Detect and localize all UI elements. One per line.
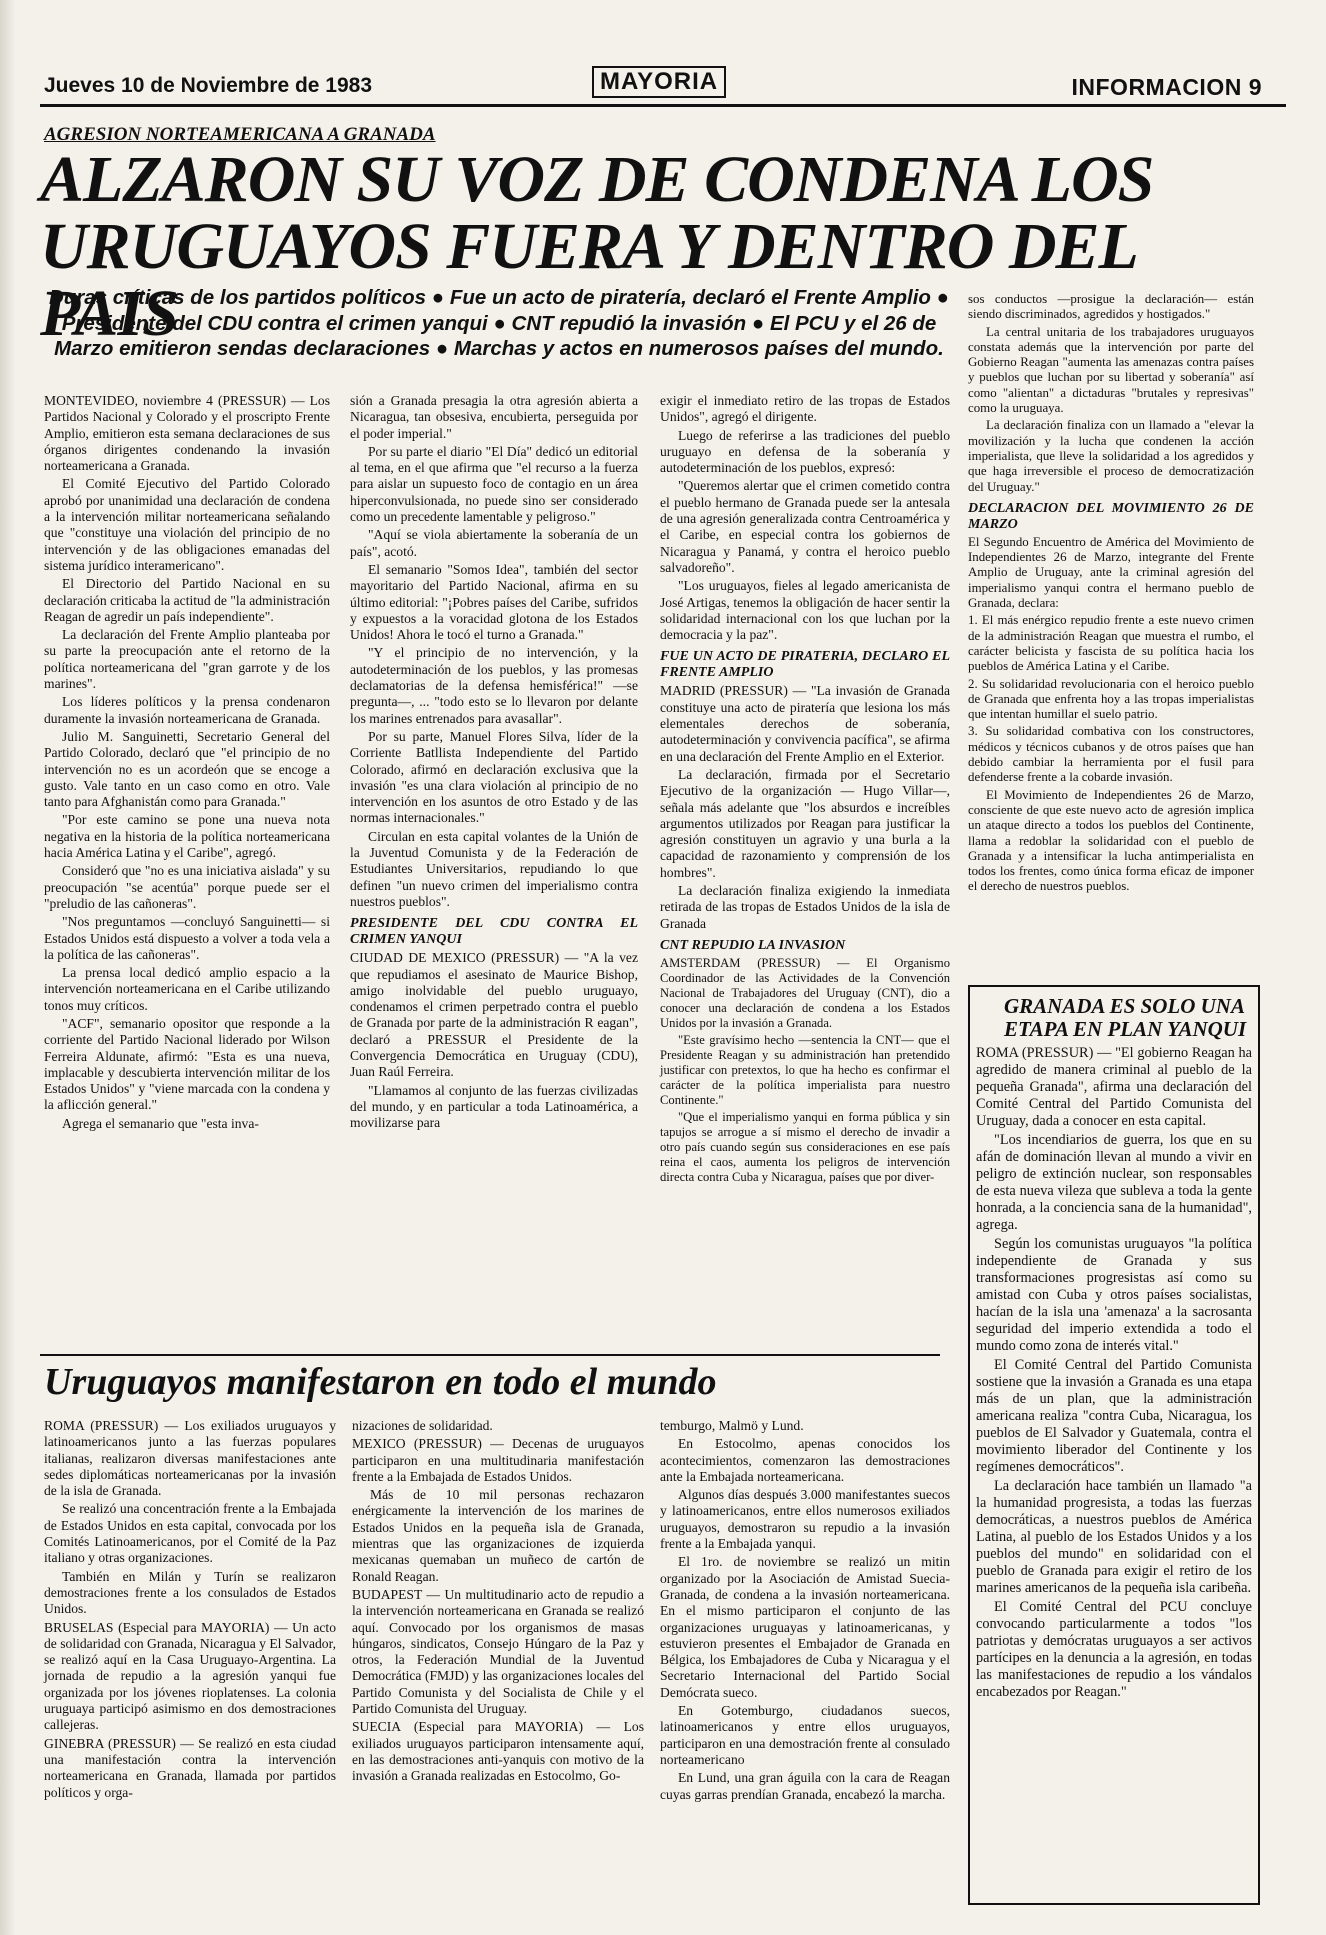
- paragraph: "Los incendiarios de guerra, los que en su afán de dominación llevan al mundo a vivir en peligro de extinción nuclear, son responsables de esta nueva vileza que subleva a toda la gente honrada, a la conciencia sana de la humanidad", agrega.: [976, 1132, 1252, 1233]
- page-fold-shadow: [0, 0, 16, 1935]
- paragraph: "Este gravísimo hecho —sentencia la CNT— que el Presidente Reagan y su administración han pretendido justificar con pretextos, lo que ha hecho es confirmar el carácter de la política imperialista para nuestro Continente.": [660, 1032, 950, 1107]
- paragraph: CIUDAD DE MEXICO (PRESSUR) — "A la vez que repudiamos el asesinato de Maurice Bishop, amigo inolvidable del pueblo uruguayo, condenamos el crimen perpetrado contra el pueblo de Granada por parte de la administración R eagan", declaró a PRESSUR el Presidente de la Convergencia Democrática en Uruguay (CDU), Juan Raúl Ferreira.: [350, 950, 638, 1080]
- paragraph: "Llamamos al conjunto de las fuerzas civilizadas del mundo, y en particular a toda Latinoamérica, a movilizarse para: [350, 1082, 638, 1131]
- paragraph: AMSTERDAM (PRESSUR) — El Organismo Coordinador de las Actividades de la Convención Nacional de Trabajadores del Uruguay (CNT), dio a conocer una declaración de condena a los Estados Unidos por la invasión a Granada.: [660, 955, 950, 1030]
- paragraph: Se realizó una concentración frente a la Embajada de Estados Unidos en esta capital, convocada por los Comités Latinoamericanos, por el Comité de la Paz italiano y otras organizaciones.: [44, 1501, 336, 1566]
- subheading: DECLARACION DEL MOVIMIENTO 26 DE MARZO: [968, 500, 1254, 532]
- paragraph: "Por este camino se pone una nueva nota negativa en la historia de la política norteamericana hacia América Latina y el Caribe", agregó.: [44, 812, 330, 861]
- paragraph: La declaración, firmada por el Secretario Ejecutivo de la organización — Hugo Villar—, señala más adelante que "los absurdos e increíbles argumentos utilizados por Reagan para justificar la agresión constituyen un agravio y una burla a la capacidad de razonamiento y comprensión de los hombres".: [660, 766, 950, 880]
- paragraph: Según los comunistas uruguayos "la política independiente de Granada y sus transformaciones progresistas así como su amistad con Cuba y otros países socialistas, hacían de la isla una 'amenaza' a la sacrosanta seguridad del imperio extendida a todo el mundo como zona de interés vital.": [976, 1236, 1252, 1354]
- article-column-3: [660, 393, 950, 1187]
- paragraph: MADRID (PRESSUR) — "La invasión de Granada constituye una acto de piratería que lesiona los más elementales derechos de soberanía, autodeterminación y convivencia pacífica", se afirma en una declaración del Frente Amplio en el Exterior.: [660, 683, 950, 764]
- main-headline: ALZARON SU VOZ DE CONDENA LOS URUGUAYOS FUERA Y DENTRO DEL PAIS: [40, 143, 1154, 350]
- paragraph: Consideró que "no es una iniciativa aislada" y su preocupación "se acentúa" porque puede ser el "preludio de las cañoneras".: [44, 863, 330, 911]
- masthead-section: INFORMACION 9: [1071, 74, 1262, 100]
- paragraph: Julio M. Sanguinetti, Secretario General del Partido Colorado, declaró que "el principio de no intervención no es un acordeón que se encoge a gusto. Vale tanto en un caso como en otro. Vale tanto para Afghanistán como para Granada.": [44, 728, 330, 810]
- paragraph: La prensa local dedicó amplio espacio a la intervención norteamericana en el Caribe utilizando tonos muy críticos.: [44, 965, 330, 1013]
- paragraph: El Segundo Encuentro de América del Movimiento de Independientes 26 de Marzo, integrante del Frente Amplio de Uruguay, ante la criminal agresión del imperialismo yanqui contra el hermano pueblo de Granada, declara:: [968, 534, 1254, 611]
- paragraph: "ACF", semanario opositor que responde a la corriente del Partido Nacional liderado por Wilson Ferreira Aldunate, afirmó: "Esta es una nueva, implacable y descubierta intervención militar de los Estados Unidos" y "viene marcada con la condena y la aflicción general.": [44, 1015, 330, 1113]
- paragraph: Agrega el semanario que "esta inva-: [62, 1115, 259, 1131]
- section-divider: [40, 1354, 940, 1356]
- paragraph: Más de 10 mil personas rechazaron enérgicamente la intervención de los marines de Estados Unidos en la pequeña isla de Granada, mientras que las organizaciones de izquierda mexicanas quemaban un muñeco de cartón de Ronald Reagan.: [352, 1487, 644, 1584]
- paragraph: sión a Granada presagia la otra agresión abierta a Nicaragua, tan obsesiva, encubierta, perseguida por el poder imperial.": [350, 393, 638, 441]
- paragraph: La declaración hace también un llamado "a la humanidad progresista, a todas las fuerzas democráticas, a nuestros pueblos de América Latina, al pueblo de los Estados Unidos y a los pueblos del mundo" en solidaridad con el pueblo de Granada para exigir el retiro de los marines americanos de la pequeña isla caribeña.: [976, 1478, 1252, 1596]
- paragraph: Los líderes políticos y la prensa condenaron duramente la invasión norteamericana de Granada.: [44, 694, 330, 726]
- paragraph: "Que el imperialismo yanqui en forma pública y sin tapujos se arrogue a sí mismo el derecho de invadir a otro país cuando según sus consideraciones en ese país reina el caos, aumenta los peligros de intervención directa contra Cuba y Nicaragua, países que por diver-: [660, 1109, 950, 1184]
- main-subhead: Duras críticas de los partidos políticos ● Fue un acto de piratería, declaró el Frente Amplio ● Presidente del CDU contra el crimen yanqui ● CNT repudió la invasión ● El PCU y el 26 de Marzo emitieron sendas declaraciones ● Marchas y actos en numerosos países del mundo.: [48, 286, 950, 360]
- paragraph: La declaración finaliza exigiendo la inmediata retirada de las tropas de Estados Unidos de la isla de Granada: [660, 883, 950, 931]
- subheading: FUE UN ACTO DE PIRATERIA, DECLARO EL FRENTE AMPLIO: [660, 649, 950, 681]
- paragraph: La declaración finaliza con un llamado a "elevar la movilización y la lucha que condenen la acción imperialista, que lleve la solidaridad a los agredidos y que haga irreversible el proceso de democratización del Uruguay.": [968, 418, 1254, 494]
- subheading: CNT REPUDIO LA INVASION: [660, 937, 846, 953]
- paragraph: Luego de referirse a las tradiciones del pueblo uruguayo en defensa de la soberanía y autodeterminación de los pueblos, expresó:: [660, 427, 950, 476]
- paragraph: El 1ro. de noviembre se realizó un mitin organizado por la Asociación de Amistad Suecia-Granada, de condena a la invasión norteamericana. En el mismo participaron el conjunto de las organizaciones uruguayas y latinoamericanas, y estuvieron presentes el Embajador de Granada en Bélgica, los Embajadores de Cuba y Nicaragua y el Secretario Internacional del Partido Social Demócrata sueco.: [660, 1554, 950, 1700]
- paragraph: Por su parte el diario "El Día" dedicó un editorial al tema, en el que afirma que "el recurso a la fuerza para aislar un supuesto foco de contagio en un área hiperconvulsionada, no puede sino ser considerado como un precedente lamentable y peligroso.": [350, 443, 638, 525]
- paragraph: El Comité Ejecutivo del Partido Colorado aprobó por unanimidad una declaración de condena a la intervención militar norteamericana señalando que "constituye una violación del principio de no intervención y de las obligaciones emanadas del sistema jurídico interamericano".: [44, 476, 330, 573]
- paragraph: MEXICO (PRESSUR) — Decenas de uruguayos participaron en una multitudinaria manifestación frente a la Embajada de Estados Unidos.: [352, 1436, 644, 1484]
- paragraph: El Comité Central del PCU concluye convocando particularmente a todos "los patriotas y demócratas uruguayos a ser activos partícipes en la denuncia a la agresión, en todas las manifestaciones de repudio a los vándalos encabezados por Reagan.": [976, 1599, 1252, 1700]
- paragraph: El Directorio del Partido Nacional en su declaración criticaba la actitud de "la administración Reagan de agredir un país independiente".: [44, 576, 330, 624]
- paragraph: La central unitaria de los trabajadores uruguayos constata además que la intervención por parte del Gobierno Reagan "aumenta las amenazas contra países y pueblos que luchan por su libertad y soberanía" así como "alientan" a dictaduras "brutales y represivas" como la uruguaya.: [968, 324, 1254, 416]
- paragraph: "Nos preguntamos —concluyó Sanguinetti— si Estados Unidos está dispuesto a volver a toda vela a la política de las cañoneras".: [44, 914, 330, 962]
- paragraph: El semanario "Somos Idea", también del sector mayoritario del Partido Nacional, afirma en su último editorial: "¡Pobres países del Caribe, sufridos y expuestos a la voracidad glotona de los Estados Unidos! Ahora le tocó el turno a Granada.": [350, 561, 638, 643]
- paragraph: Circulan en esta capital volantes de la Unión de la Juventud Comunista y de la Federación de Estudiantes Universitarios, repudiando lo que definen "un nuevo crimen del imperialismo contra nuestros pueblos".: [350, 828, 638, 909]
- paragraph: 2. Su solidaridad revolucionaria con el heroico pueblo de Granada que enfrenta hoy a las tropas imperialistas que intentan humillar el suelo patrio.: [968, 676, 1254, 722]
- paragraph: "Y el principio de no intervención, y la autodeterminación de los pueblos, y las promesas declamatorias de la defensa hemisférica!" —se pregunta—, ... "todo esto se lo llevaron por delante los marines entrenados para avasallar".: [350, 645, 638, 726]
- paragraph: BRUSELAS (Especial para MAYORIA) — Un acto de solidaridad con Granada, Nicaragua y El Salvador, se realizó aquí en la Casa Uruguayo-Argentina. La jornada de repudio a la agresión yanqui fue organizada por los jóvenes rioplatenses. La colonia uruguaya participó asimismo en dos demostraciones callejeras.: [44, 1619, 336, 1733]
- paragraph: exigir el inmediato retiro de las tropas de Estados Unidos", agregó el dirigente.: [660, 393, 950, 425]
- subheading: PRESIDENTE DEL CDU CONTRA EL CRIMEN YANQUI: [350, 916, 638, 948]
- second-column-2: [352, 1418, 644, 1787]
- paragraph: nizaciones de solidaridad.: [352, 1418, 493, 1433]
- paragraph: En Estocolmo, apenas conocidos los acontecimientos, comenzaron las demostraciones ante la Embajada norteamericana.: [660, 1436, 950, 1484]
- paragraph: 1. El más enérgico repudio frente a este nuevo crimen de la administración Reagan que muestra el rumbo, el carácter belicista y fascista de su política hacia los pueblos de América Latina y el Caribe.: [968, 613, 1254, 674]
- paragraph: 3. Su solidaridad combativa con los constructores, médicos y técnicos cubanos y de otros países que han debido cambiar la herramienta por el fusil para defenderse frente a la cobarde invasión.: [968, 724, 1254, 785]
- paragraph: temburgo, Malmö y Lund.: [660, 1418, 804, 1433]
- paragraph: Por su parte, Manuel Flores Silva, líder de la Corriente Batllista Independiente del Partido Colorado, afirmó en declaración exclusiva que la invasión "es una clara violación al principio de no intervención en los asuntos de otro Estado y de las normas internacionales.": [350, 728, 638, 826]
- paragraph: "Aquí se viola abiertamente la soberanía de un país", acotó.: [350, 527, 638, 559]
- article-column-1: [44, 393, 330, 1134]
- masthead-rule: [40, 104, 1286, 107]
- paragraph: MONTEVIDEO, noviembre 4 (PRESSUR) — Los Partidos Nacional y Colorado y el proscripto Frente Amplio, emitieron esta semana declaraciones de sus órganos dirigentes condenando la invasión norteamericana a Granada.: [44, 393, 330, 474]
- paragraph: Algunos días después 3.000 manifestantes suecos y latinoamericanos, entre ellos numerosos exiliados uruguayos, demostraron su repudio a la invasión frente a la Embajada yanqui.: [660, 1487, 950, 1552]
- paragraph: GINEBRA (PRESSUR) — Se realizó en esta ciudad una manifestación contra la intervención norteamericana en Granada, llamada por partidos políticos y orga-: [44, 1735, 336, 1800]
- second-column-1: [44, 1418, 336, 1803]
- paragraph: ROMA (PRESSUR) — Los exiliados uruguayos y latinoamericanos junto a las fuerzas populares italianas, realizaron diversas manifestaciones ante sedes diplomáticas norteamericanas por la invasión de la isla de Granada.: [44, 1418, 336, 1499]
- paragraph: sos conductos —prosigue la declaración— están siendo discriminados, agredidos y hostigados.": [968, 292, 1254, 322]
- paragraph: También en Milán y Turín se realizaron demostraciones frente a los consulados de Estados Unidos.: [44, 1568, 336, 1617]
- article-column-4: [968, 292, 1254, 897]
- sidebar-box-title: GRANADA ES SOLO UNA ETAPA EN PLAN YANQUI: [1004, 994, 1247, 1041]
- paragraph: SUECIA (Especial para MAYORIA) — Los exiliados uruguayos participaron intensamente aquí, en las demostraciones anti-yanquis con motivo de la invasión a Granada realizadas en Estocolmo, Go-: [352, 1719, 644, 1784]
- sidebar-box-text: [976, 1045, 1252, 1701]
- second-column-3: [660, 1418, 950, 1805]
- sidebar-box: [968, 985, 1260, 1905]
- second-headline: Uruguayos manifestaron en todo el mundo: [44, 1361, 717, 1403]
- paragraph: ROMA (PRESSUR) — "El gobierno Reagan ha agredido de manera criminal al pueblo de la pequeña Granada", afirma una declaración del Comité Central del Partido Comunista del Uruguay, dada a conocer en esta capital.: [976, 1045, 1252, 1129]
- paragraph: En Lund, una gran águila con la cara de Reagan cuyas garras prendían Granada, encabezó la marcha.: [660, 1770, 950, 1802]
- masthead-date: Jueves 10 de Noviembre de 1983: [44, 74, 373, 97]
- paragraph: "Queremos alertar que el crimen cometido contra el pueblo hermano de Granada puede ser la antesala de una agresión generalizada contra Centroamérica y el Caribe, en especial contra los gobiernos de Nicaragua y Panamá, y contra el heroico pueblo salvadoreño".: [660, 478, 950, 575]
- paragraph: En Gotemburgo, ciudadanos suecos, latinoamericanos y entre ellos uruguayos, participaron en una demostración frente al consulado norteamericano: [660, 1703, 950, 1767]
- paragraph: La declaración del Frente Amplio planteaba por su parte la preocupación ante el retorno de la política norteamericana del "gran garrote y de los marines".: [44, 627, 330, 692]
- paragraph: BUDAPEST — Un multitudinario acto de repudio a la intervención norteamericana en Granada se realizó aquí. Convocado por los organismos de masas húngaros, sindicatos, Consejo Húngaro de la Paz y otros, la Federación Mundial de la Juventud Democrática (FMJD) y las organizaciones locales del Partido Comunista y del Socialista de Chile y el Partido Comunista del Uruguay.: [352, 1586, 644, 1717]
- paragraph: El Comité Central del Partido Comunista sostiene que la invasión a Granada es una etapa más de un plan, que la administración americana realiza "contra Cuba, Nicaragua, los pueblos de El Salvador y Guatemala, contra el movimiento liberador del Continente y los regímenes democráticos".: [976, 1357, 1252, 1475]
- paragraph: "Los uruguayos, fieles al legado americanista de José Artigas, tenemos la obligación de hacer sentir la solidaridad internacional con los que luchan por la democracia y la paz".: [660, 578, 950, 643]
- kicker: AGRESION NORTEAMERICANA A GRANADA: [44, 124, 436, 145]
- article-column-2: [350, 393, 638, 1133]
- paragraph: El Movimiento de Independientes 26 de Marzo, consciente de que este nuevo acto de agresión implica un ataque directo a todos los pueblos del Continente, llama a redoblar la solidaridad con el pueblo de Granada y a intensificar la lucha antimperialista en todos los frentes, como única forma eficaz de imponer el derecho de nuestros pueblos.: [968, 787, 1254, 894]
- masthead-logo: MAYORIA: [592, 66, 726, 98]
